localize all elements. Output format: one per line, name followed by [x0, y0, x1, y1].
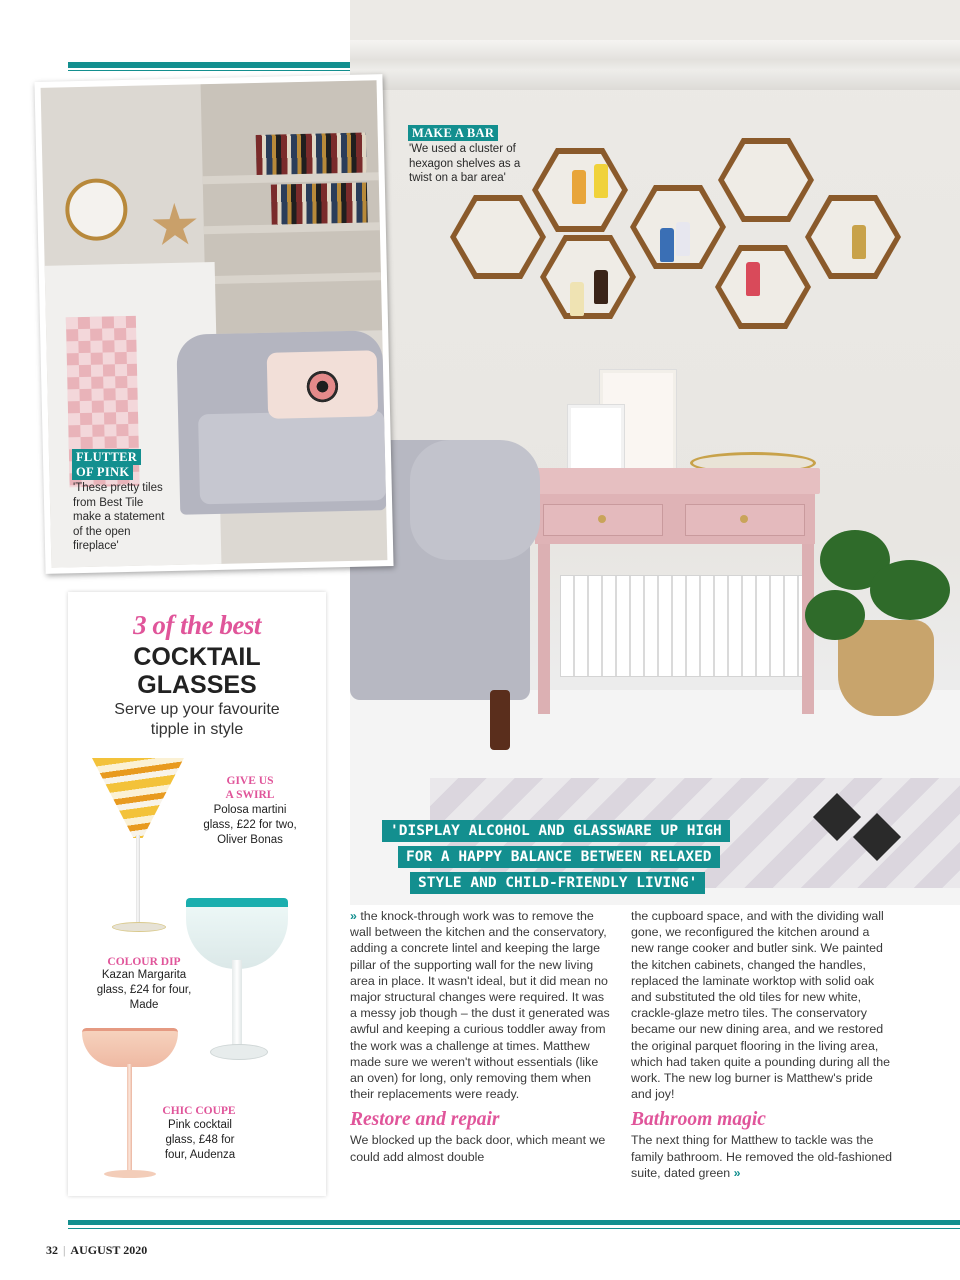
hexagon-shelf	[718, 138, 814, 222]
best-subtitle-line2: tipple in style	[150, 721, 244, 738]
folio-separator: |	[63, 1243, 66, 1257]
flutter-of-pink-tag-2: OF PINK	[72, 464, 133, 480]
top-rule	[68, 62, 350, 68]
flutter-of-pink-tag-1: FLUTTER	[72, 449, 141, 465]
col1-paragraph-2: We blocked up the back door, which meant we could add almost double	[350, 1133, 606, 1164]
drawer-knob	[598, 515, 606, 523]
bottom-rule-thin	[68, 1228, 960, 1229]
page-number: 32	[46, 1243, 58, 1257]
bottle	[676, 222, 690, 256]
subhead-bathroom-magic: Bathroom magic	[631, 1109, 766, 1131]
star-ornament	[151, 202, 198, 249]
bottle	[746, 262, 760, 296]
bottle	[572, 170, 586, 204]
martini-glass-stem	[136, 835, 140, 925]
bottle	[570, 282, 584, 316]
cornice	[350, 40, 960, 90]
shaker	[852, 225, 866, 259]
page-folio	[46, 1243, 147, 1258]
picture-frame	[568, 405, 624, 473]
console-table-top	[530, 468, 820, 494]
issue-date: AUGUST 2020	[70, 1243, 148, 1257]
best-subtitle-line1: Serve up your favourite	[114, 701, 280, 718]
best-title-line1: COCKTAIL	[133, 643, 261, 671]
product-1-tag-line2: A SWIRL	[225, 789, 275, 801]
subhead-restore-and-repair: Restore and repair	[350, 1109, 500, 1131]
monstera-leaf	[805, 590, 865, 640]
coupe-glass-stem	[127, 1064, 132, 1174]
product-3-tag: CHIC COUPE	[162, 1105, 236, 1117]
pull-quote-line2: FOR A HAPPY BALANCE BETWEEN RELAXED	[398, 846, 720, 868]
console-leg	[538, 544, 550, 714]
product-1-tag-line1: GIVE US	[226, 775, 274, 787]
bottle	[594, 164, 608, 198]
round-mirror	[65, 178, 128, 241]
best-title-line2: GLASSES	[137, 671, 257, 699]
armchair-seat	[198, 410, 386, 504]
make-a-bar-tag: MAKE A BAR	[408, 125, 498, 141]
hexagon-shelf	[450, 195, 546, 279]
best-subtitle	[68, 700, 326, 740]
hexagon-shelf	[540, 235, 636, 319]
margarita-glass-stem	[232, 960, 242, 1050]
bottle	[660, 228, 674, 262]
col2-paragraph-2: The next thing for Matthew to tackle was the family bathroom. He removed the old-fashioned suite, dated green	[631, 1133, 893, 1180]
product-1-tag	[205, 774, 295, 802]
top-rule-thin	[68, 70, 350, 71]
product-2-caption: Kazan Margarita glass, £24 for four, Made	[96, 969, 192, 1011]
product-1-caption: Polosa martini glass, £22 for two, Oliver Bonas	[203, 804, 297, 846]
monstera-leaf	[870, 560, 950, 620]
col1-paragraph-1: the knock-through work was to remove the wall between the kitchen and the conservatory, adding a concrete lintel and keeping the large pillar of the supporting wall for the new living area in place. It wasn't ideal, but it did mean no major structural changes were required. It was a messy job though – the dust it generated was awful and keeping a curious toddler away from the work was a challenge at times. Matthew made sure we weren't without essentials (like an oven) for long, only removing them when their replacements were ready.	[350, 909, 610, 1102]
continued-arrow-icon: »	[350, 909, 357, 923]
bottom-rule	[68, 1220, 960, 1225]
books	[256, 133, 367, 175]
flutter-of-pink-caption: 'These pretty tiles from Best Tile make a statement of the open fireplace'	[73, 482, 165, 552]
best-title	[68, 643, 326, 699]
article-column-1	[350, 908, 614, 1165]
books	[271, 182, 368, 224]
product-3-caption: Pink cocktail glass, £48 for four, Audenza	[164, 1119, 236, 1161]
best-script-title: 3 of the best	[133, 610, 261, 640]
margarita-glass-foot	[210, 1044, 268, 1060]
article-column-2	[631, 908, 895, 1181]
sofa-leg	[490, 690, 510, 750]
radiator	[560, 575, 812, 677]
hexagon-shelf	[715, 245, 811, 329]
sofa-arm	[410, 440, 540, 560]
bottle	[594, 270, 608, 304]
make-a-bar-caption: 'We used a cluster of hexagon shelves as a twist on a bar area'	[409, 143, 521, 184]
coupe-glass-foot	[104, 1170, 156, 1178]
product-2-tag: COLOUR DIP	[107, 956, 181, 968]
col2-paragraph-1: the cupboard space, and with the dividing wall gone, we reconfigured the kitchen around a new range cooker and butler sink. We painted the kitchen cabinets, changed the handles, replaced the laminate worktop with solid oak and substituted the old tiles for new white, crackle-glaze metro tiles. The conservatory became our new dining area, and we restored the original parquet flooring in the living area, which had taken quite a pounding during all the work. The new log burner is Matthew's pride and joy!	[631, 909, 891, 1102]
martini-glass-foot	[112, 922, 166, 932]
continues-arrow-icon: »	[733, 1165, 741, 1180]
pull-quote-line3: STYLE AND CHILD-FRIENDLY LIVING'	[410, 872, 705, 894]
drawer-knob	[740, 515, 748, 523]
pull-quote-line1: 'DISPLAY ALCOHOL AND GLASSWARE UP HIGH	[382, 820, 730, 842]
